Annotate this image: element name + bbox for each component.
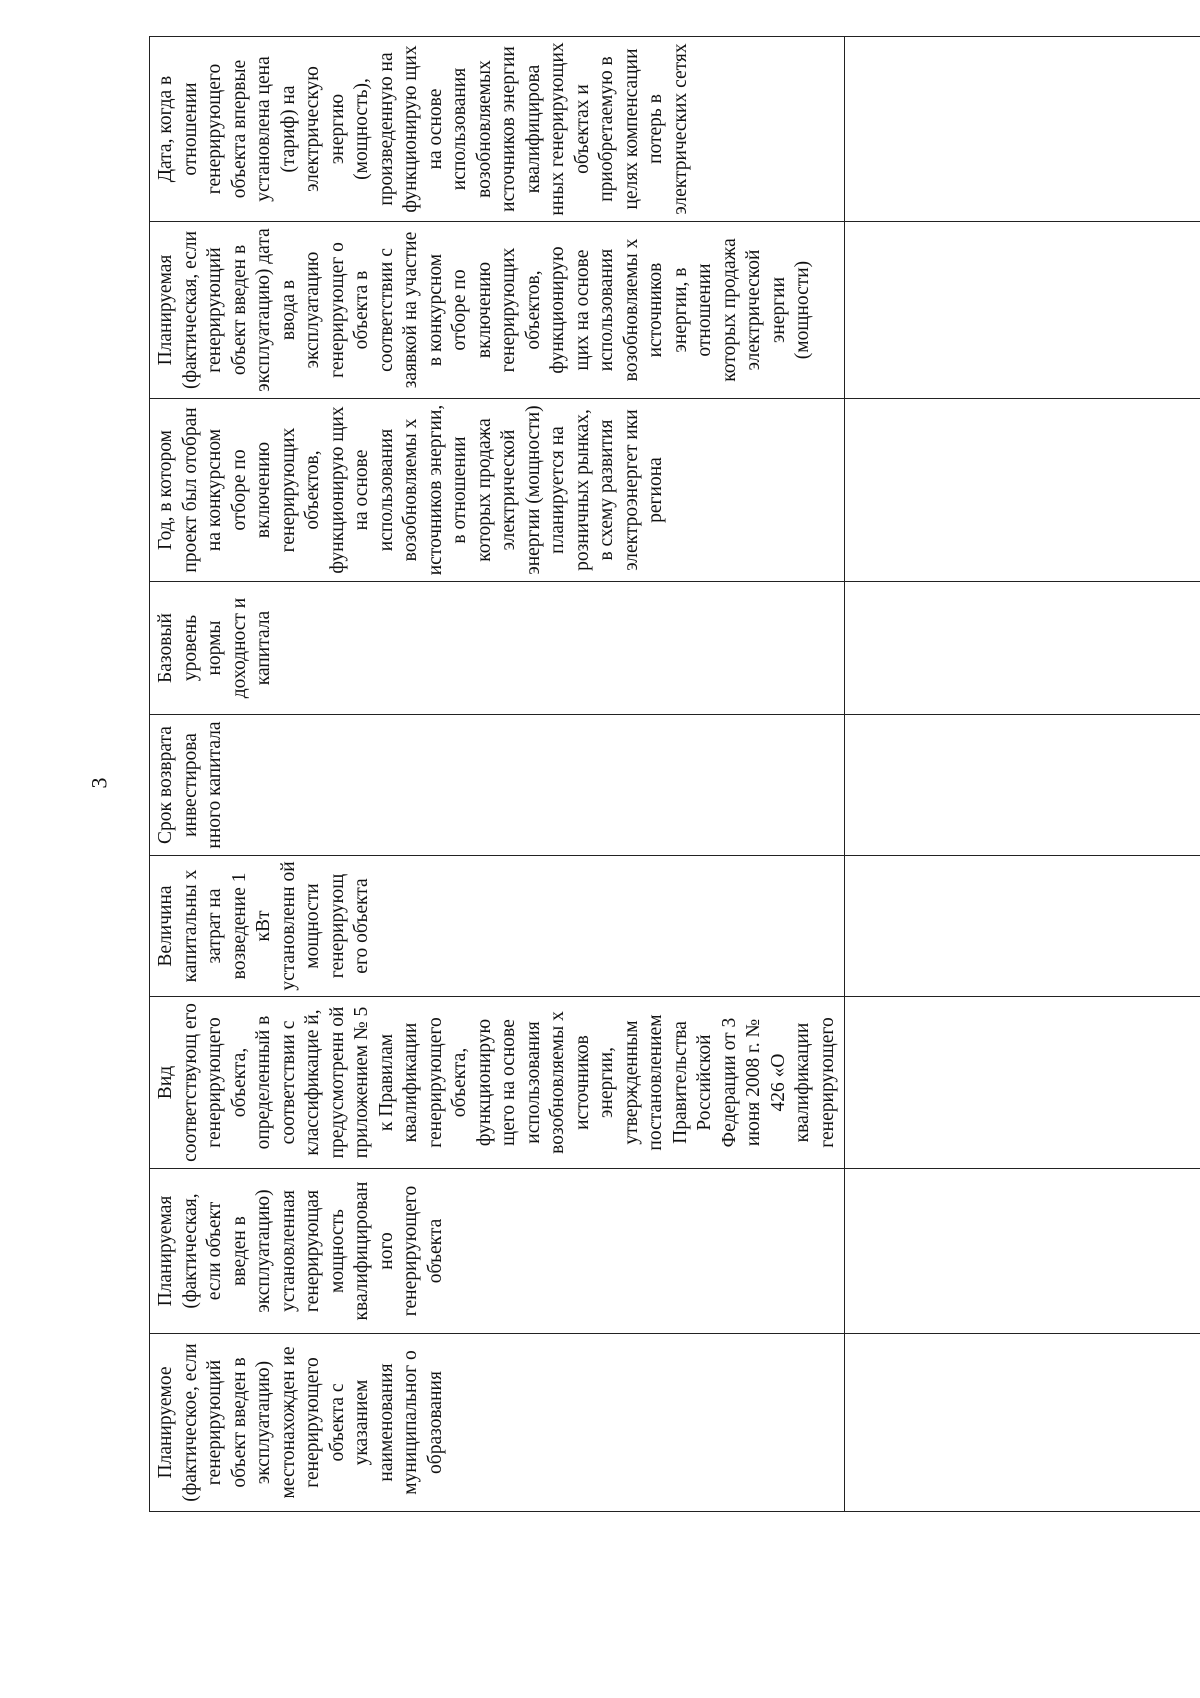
header-cell-capacity: Планируемая (фактическая, если объект введен в эксплуатацию) установленная генерирующая мощность квалифицирован ного генерирующего объекта <box>150 1169 845 1334</box>
data-table <box>149 36 1200 1512</box>
table-cell <box>845 997 1200 1169</box>
header-cell-tariff-date: Дата, когда в отношении генерирующего объекта впервые установлена цена (тариф) на электрическую энергию (мощность), произведенную на функционирую щих на основе использования возобновляемых источников энергии квалифицирова нных генерирующих объектах и приобретаемую в целях компенсации потерь в электрических сетях <box>150 37 845 222</box>
header-cell-location: Планируемое (фактическое, если генерирующий объект введен в эксплуатацию) местонахожден ие генерирующего объекта с указанием наименования муниципальног о образования <box>150 1334 845 1512</box>
rotated-table-container <box>149 37 1009 1512</box>
table-cell <box>845 399 1200 582</box>
table-header-row <box>150 37 845 1512</box>
table-cell <box>845 222 1200 399</box>
page-number: 3 <box>86 777 112 789</box>
header-cell-commissioning-date: Планируемая (фактическая, если генерирующий объект введен в эксплуатацию) дата ввода в эксплуатацию генерирующег о объекта в соответствии с заявкой на участие в конкурсном отборе по включению генерирующих объектов, функционирую щих на основе использования возобновляемы х источников энергии, в отношении которых продажа электрической энергии (мощности) <box>150 222 845 399</box>
table-cell <box>845 856 1200 997</box>
table-cell <box>845 1334 1200 1512</box>
header-cell-base-return-rate: Базовый уровень нормы доходност и капитала <box>150 582 845 715</box>
header-cell-object-type: Вид соответствующ его генерирующего объекта, определенный в соответствии с классификацие й, предусмотренн ой приложением № 5 к Правилам квалификации генерирующего объекта, функционирую щего на основе использования возобновляемы х источников энергии, утвержденным постановлением Правительства Российской Федерации от 3 июня 2008 г. № 426 «О квалификации генерирующего <box>150 997 845 1169</box>
header-cell-payback-period: Срок возврата инвестирова нного капитала <box>150 715 845 856</box>
table-cell <box>845 715 1200 856</box>
table-body-row <box>845 37 1200 1512</box>
table-cell <box>845 1169 1200 1334</box>
header-cell-capital-costs: Величина капитальны х затрат на возведение 1 кВт установленн ой мощности генерирующ его объекта <box>150 856 845 997</box>
table-cell <box>845 582 1200 715</box>
table-cell <box>845 37 1200 222</box>
header-cell-selection-year: Год, в котором проект был отобран на конкурсном отборе по включению генерирующих объектов, функционирую щих на основе использования возобновляемы х источников энергии, в отношении которых продажа электрической энергии (мощности) планируется на розничных рынках, в схему развития электроэнергет ики региона <box>150 399 845 582</box>
